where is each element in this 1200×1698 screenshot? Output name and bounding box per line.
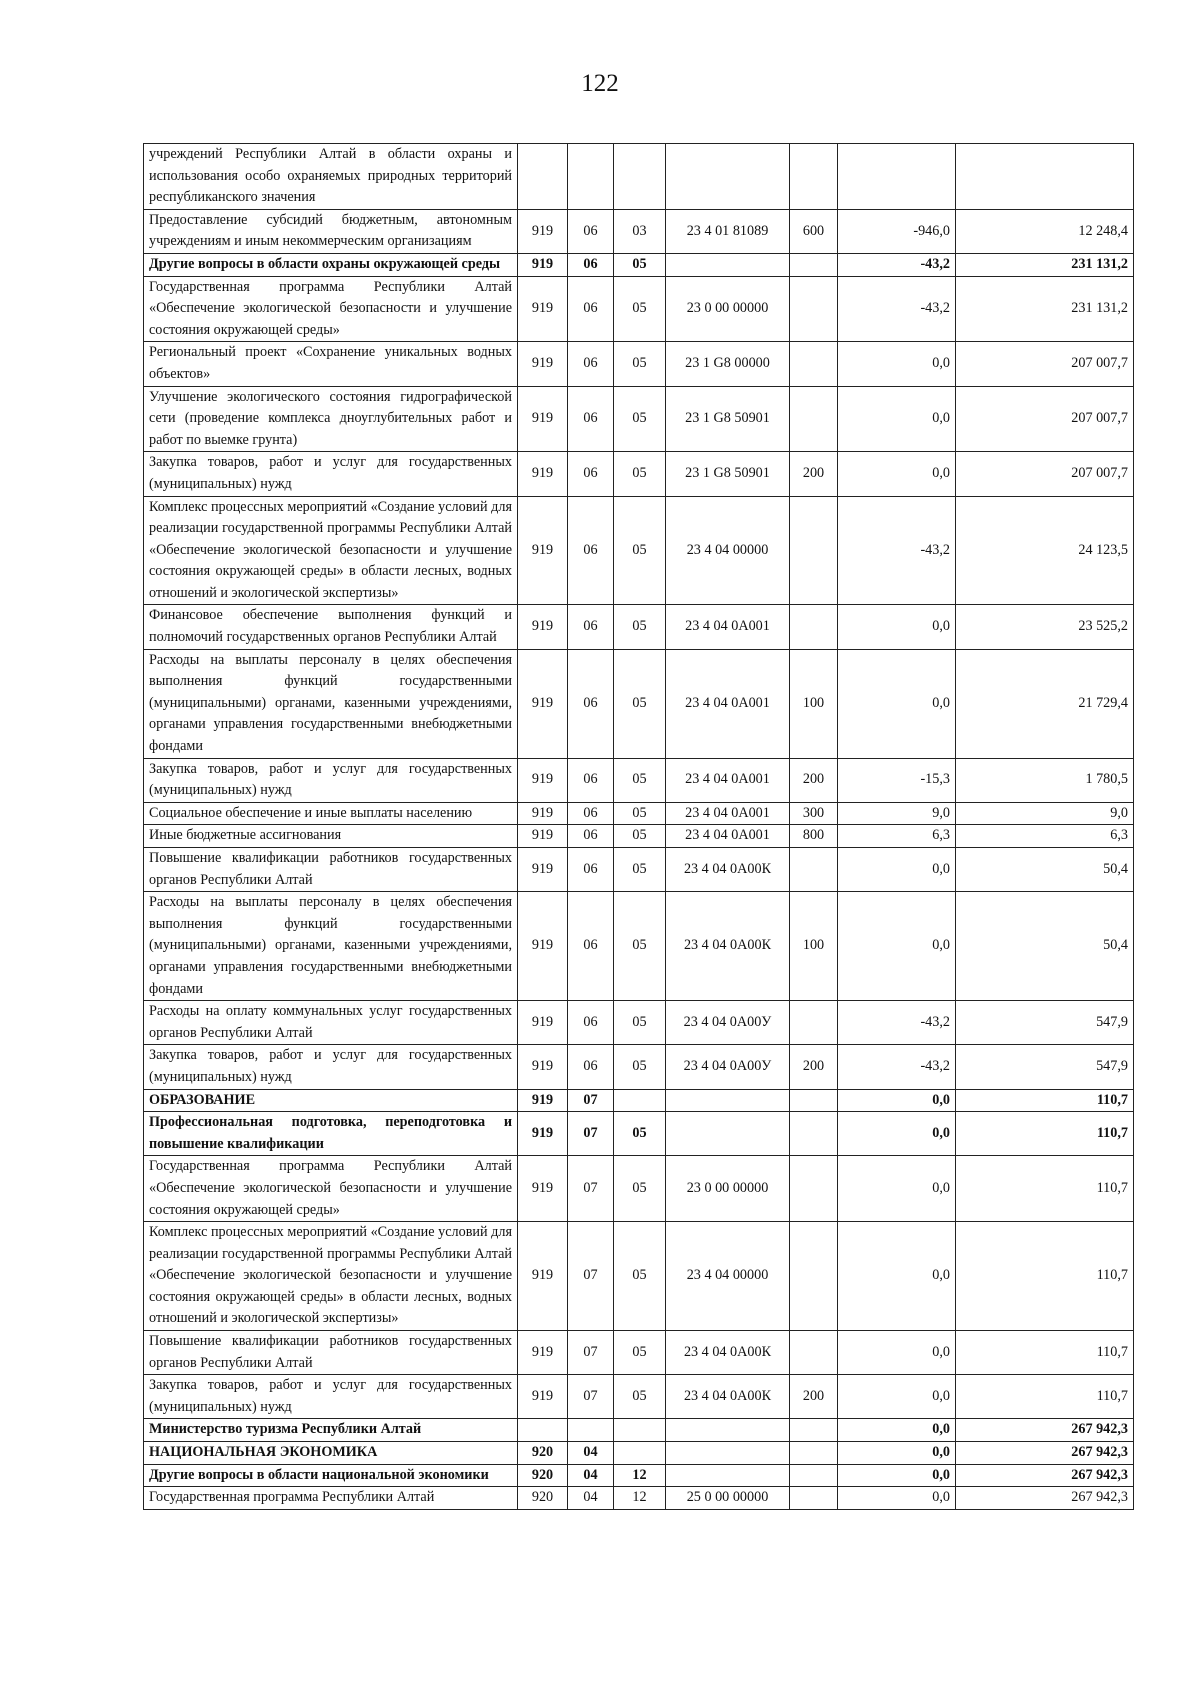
table-row	[144, 1045, 1134, 1089]
expense-type-cell	[790, 1156, 838, 1222]
table-row	[144, 1442, 1134, 1465]
subsection-code-cell: 05	[614, 758, 666, 802]
change-amount-cell: 0,0	[838, 605, 956, 649]
total-amount-cell: 9,0	[956, 802, 1134, 825]
expense-type-cell	[790, 605, 838, 649]
total-amount-cell: 267 942,3	[956, 1419, 1134, 1442]
subsection-code-cell: 05	[614, 386, 666, 452]
row-name-cell: Региональный проект «Сохранение уникальных водных объектов»	[144, 342, 518, 386]
total-amount-cell: 12 248,4	[956, 209, 1134, 253]
ministry-code-cell: 919	[518, 1375, 568, 1419]
subsection-code-cell	[614, 1419, 666, 1442]
change-amount-cell: -43,2	[838, 253, 956, 276]
budget-table	[143, 143, 1134, 1510]
row-name-cell: Комплекс процессных мероприятий «Создание условий для реализации государственной программы Республики Алтай «Обеспечение экологической безопасности и улучшение состояния окружающей среды» в области лесных, водных отношений и экологической экспертизы»	[144, 496, 518, 605]
subsection-code-cell: 05	[614, 605, 666, 649]
table-row	[144, 452, 1134, 496]
expense-type-cell	[790, 144, 838, 210]
row-name-cell: Закупка товаров, работ и услуг для государственных (муниципальных) нужд	[144, 1045, 518, 1089]
table-row	[144, 1156, 1134, 1222]
ministry-code-cell: 919	[518, 605, 568, 649]
change-amount-cell: 0,0	[838, 848, 956, 892]
table-row	[144, 848, 1134, 892]
expense-type-cell	[790, 1001, 838, 1045]
subsection-code-cell	[614, 1442, 666, 1465]
row-name-cell: Предоставление субсидий бюджетным, автономным учреждениям и иным некоммерческим организациям	[144, 209, 518, 253]
subsection-code-cell: 05	[614, 1331, 666, 1375]
section-code-cell: 06	[568, 825, 614, 848]
total-amount-cell: 110,7	[956, 1112, 1134, 1156]
change-amount-cell: 0,0	[838, 1442, 956, 1465]
total-amount-cell: 547,9	[956, 1001, 1134, 1045]
subsection-code-cell: 05	[614, 1045, 666, 1089]
subsection-code-cell: 05	[614, 825, 666, 848]
table-row	[144, 1001, 1134, 1045]
change-amount-cell: -43,2	[838, 276, 956, 342]
ministry-code-cell: 919	[518, 892, 568, 1001]
ministry-code-cell: 919	[518, 825, 568, 848]
subsection-code-cell: 05	[614, 253, 666, 276]
section-code-cell: 06	[568, 1045, 614, 1089]
table-row	[144, 386, 1134, 452]
target-article-cell: 23 1 G8 50901	[666, 386, 790, 452]
ministry-code-cell: 920	[518, 1464, 568, 1487]
section-code-cell: 06	[568, 848, 614, 892]
total-amount-cell: 110,7	[956, 1222, 1134, 1331]
change-amount-cell: 6,3	[838, 825, 956, 848]
subsection-code-cell: 05	[614, 1112, 666, 1156]
total-amount-cell: 50,4	[956, 892, 1134, 1001]
target-article-cell: 25 0 00 00000	[666, 1487, 790, 1510]
table-row	[144, 1487, 1134, 1510]
section-code-cell: 04	[568, 1442, 614, 1465]
section-code-cell: 06	[568, 892, 614, 1001]
row-name-cell: Государственная программа Республики Алтай «Обеспечение экологической безопасности и улучшение состояния окружающей среды»	[144, 276, 518, 342]
change-amount-cell: 0,0	[838, 1331, 956, 1375]
section-code-cell: 06	[568, 276, 614, 342]
target-article-cell	[666, 1112, 790, 1156]
table-row	[144, 758, 1134, 802]
section-code-cell	[568, 1419, 614, 1442]
change-amount-cell: 0,0	[838, 892, 956, 1001]
row-name-cell: Улучшение экологического состояния гидрографической сети (проведение комплекса дноуглубительных работ и работ по выемке грунта)	[144, 386, 518, 452]
row-name-cell: Расходы на выплаты персоналу в целях обеспечения выполнения функций государственными (муниципальными) органами, казенными учреждениями, органами управления государственными внебюджетными фондами	[144, 649, 518, 758]
ministry-code-cell: 920	[518, 1487, 568, 1510]
table-row	[144, 496, 1134, 605]
expense-type-cell: 200	[790, 452, 838, 496]
ministry-code-cell: 919	[518, 1001, 568, 1045]
ministry-code-cell	[518, 1419, 568, 1442]
change-amount-cell: -43,2	[838, 496, 956, 605]
row-name-cell: Министерство туризма Республики Алтай	[144, 1419, 518, 1442]
target-article-cell	[666, 1089, 790, 1112]
change-amount-cell: -43,2	[838, 1001, 956, 1045]
change-amount-cell: 0,0	[838, 386, 956, 452]
subsection-code-cell: 05	[614, 802, 666, 825]
change-amount-cell: 0,0	[838, 649, 956, 758]
subsection-code-cell: 05	[614, 276, 666, 342]
expense-type-cell: 100	[790, 649, 838, 758]
section-code-cell: 07	[568, 1331, 614, 1375]
table-row	[144, 209, 1134, 253]
subsection-code-cell: 05	[614, 848, 666, 892]
table-row	[144, 1375, 1134, 1419]
row-name-cell: Иные бюджетные ассигнования	[144, 825, 518, 848]
ministry-code-cell: 919	[518, 1089, 568, 1112]
change-amount-cell: 0,0	[838, 1487, 956, 1510]
subsection-code-cell: 05	[614, 649, 666, 758]
change-amount-cell: 0,0	[838, 1464, 956, 1487]
section-code-cell: 06	[568, 496, 614, 605]
total-amount-cell: 207 007,7	[956, 342, 1134, 386]
target-article-cell: 23 4 04 0А00К	[666, 1331, 790, 1375]
section-code-cell: 04	[568, 1464, 614, 1487]
target-article-cell: 23 0 00 00000	[666, 1156, 790, 1222]
row-name-cell: Финансовое обеспечение выполнения функций и полномочий государственных органов Республики Алтай	[144, 605, 518, 649]
row-name-cell: Социальное обеспечение и иные выплаты населению	[144, 802, 518, 825]
table-row	[144, 1222, 1134, 1331]
ministry-code-cell: 919	[518, 758, 568, 802]
expense-type-cell	[790, 848, 838, 892]
change-amount-cell: 0,0	[838, 1375, 956, 1419]
table-row	[144, 1089, 1134, 1112]
ministry-code-cell: 919	[518, 276, 568, 342]
expense-type-cell	[790, 1419, 838, 1442]
total-amount-cell: 110,7	[956, 1156, 1134, 1222]
table-row	[144, 892, 1134, 1001]
expense-type-cell: 600	[790, 209, 838, 253]
ministry-code-cell: 919	[518, 1222, 568, 1331]
total-amount-cell: 231 131,2	[956, 276, 1134, 342]
ministry-code-cell: 919	[518, 1045, 568, 1089]
expense-type-cell	[790, 1089, 838, 1112]
ministry-code-cell: 919	[518, 496, 568, 605]
change-amount-cell: 9,0	[838, 802, 956, 825]
change-amount-cell: 0,0	[838, 1112, 956, 1156]
row-name-cell: Другие вопросы в области охраны окружающей среды	[144, 253, 518, 276]
row-name-cell: Расходы на оплату коммунальных услуг государственных органов Республики Алтай	[144, 1001, 518, 1045]
target-article-cell: 23 1 G8 50901	[666, 452, 790, 496]
expense-type-cell	[790, 496, 838, 605]
ministry-code-cell: 919	[518, 209, 568, 253]
row-name-cell: НАЦИОНАЛЬНАЯ ЭКОНОМИКА	[144, 1442, 518, 1465]
section-code-cell: 06	[568, 605, 614, 649]
subsection-code-cell: 05	[614, 892, 666, 1001]
target-article-cell: 23 4 04 0А001	[666, 605, 790, 649]
section-code-cell: 06	[568, 209, 614, 253]
target-article-cell: 23 4 04 0А00К	[666, 892, 790, 1001]
expense-type-cell: 100	[790, 892, 838, 1001]
total-amount-cell: 110,7	[956, 1089, 1134, 1112]
target-article-cell: 23 4 04 00000	[666, 1222, 790, 1331]
target-article-cell: 23 4 04 0А001	[666, 825, 790, 848]
ministry-code-cell: 919	[518, 848, 568, 892]
table-row	[144, 1331, 1134, 1375]
total-amount-cell: 207 007,7	[956, 386, 1134, 452]
row-name-cell: Закупка товаров, работ и услуг для государственных (муниципальных) нужд	[144, 452, 518, 496]
section-code-cell: 06	[568, 649, 614, 758]
target-article-cell	[666, 144, 790, 210]
expense-type-cell: 200	[790, 758, 838, 802]
change-amount-cell: -43,2	[838, 1045, 956, 1089]
total-amount-cell: 231 131,2	[956, 253, 1134, 276]
total-amount-cell	[956, 144, 1134, 210]
subsection-code-cell	[614, 144, 666, 210]
section-code-cell: 06	[568, 452, 614, 496]
change-amount-cell: 0,0	[838, 452, 956, 496]
change-amount-cell: 0,0	[838, 1222, 956, 1331]
section-code-cell: 06	[568, 253, 614, 276]
section-code-cell: 06	[568, 802, 614, 825]
ministry-code-cell: 919	[518, 253, 568, 276]
section-code-cell: 06	[568, 342, 614, 386]
expense-type-cell	[790, 342, 838, 386]
target-article-cell	[666, 253, 790, 276]
subsection-code-cell: 05	[614, 496, 666, 605]
expense-type-cell	[790, 1464, 838, 1487]
expense-type-cell	[790, 276, 838, 342]
ministry-code-cell: 919	[518, 1112, 568, 1156]
change-amount-cell: 0,0	[838, 1156, 956, 1222]
total-amount-cell: 207 007,7	[956, 452, 1134, 496]
table-row	[144, 144, 1134, 210]
ministry-code-cell: 919	[518, 452, 568, 496]
subsection-code-cell: 05	[614, 342, 666, 386]
subsection-code-cell: 12	[614, 1464, 666, 1487]
section-code-cell: 07	[568, 1375, 614, 1419]
change-amount-cell: 0,0	[838, 342, 956, 386]
target-article-cell: 23 4 04 0А001	[666, 802, 790, 825]
subsection-code-cell: 05	[614, 1156, 666, 1222]
subsection-code-cell: 05	[614, 1001, 666, 1045]
subsection-code-cell	[614, 1089, 666, 1112]
total-amount-cell: 50,4	[956, 848, 1134, 892]
section-code-cell: 07	[568, 1089, 614, 1112]
expense-type-cell: 800	[790, 825, 838, 848]
target-article-cell: 23 4 01 81089	[666, 209, 790, 253]
section-code-cell: 07	[568, 1156, 614, 1222]
ministry-code-cell: 920	[518, 1442, 568, 1465]
ministry-code-cell: 919	[518, 1331, 568, 1375]
change-amount-cell: -946,0	[838, 209, 956, 253]
target-article-cell	[666, 1464, 790, 1487]
target-article-cell: 23 4 04 0А001	[666, 758, 790, 802]
row-name-cell: Другие вопросы в области национальной экономики	[144, 1464, 518, 1487]
row-name-cell: ОБРАЗОВАНИЕ	[144, 1089, 518, 1112]
section-code-cell: 04	[568, 1487, 614, 1510]
table-row	[144, 1464, 1134, 1487]
table-row	[144, 649, 1134, 758]
target-article-cell	[666, 1442, 790, 1465]
table-row	[144, 825, 1134, 848]
ministry-code-cell: 919	[518, 386, 568, 452]
target-article-cell: 23 4 04 0А00К	[666, 1375, 790, 1419]
total-amount-cell: 267 942,3	[956, 1487, 1134, 1510]
subsection-code-cell: 05	[614, 1222, 666, 1331]
subsection-code-cell: 03	[614, 209, 666, 253]
ministry-code-cell: 919	[518, 802, 568, 825]
table-row	[144, 605, 1134, 649]
row-name-cell: Профессиональная подготовка, переподготовка и повышение квалификации	[144, 1112, 518, 1156]
table-row	[144, 253, 1134, 276]
row-name-cell: учреждений Республики Алтай в области охраны и использования особо охраняемых природных территорий республиканского значения	[144, 144, 518, 210]
section-code-cell: 06	[568, 386, 614, 452]
expense-type-cell	[790, 1222, 838, 1331]
total-amount-cell: 267 942,3	[956, 1464, 1134, 1487]
expense-type-cell: 300	[790, 802, 838, 825]
target-article-cell: 23 1 G8 00000	[666, 342, 790, 386]
total-amount-cell: 547,9	[956, 1045, 1134, 1089]
table-row	[144, 802, 1134, 825]
total-amount-cell: 267 942,3	[956, 1442, 1134, 1465]
change-amount-cell: -15,3	[838, 758, 956, 802]
row-name-cell: Государственная программа Республики Алтай	[144, 1487, 518, 1510]
expense-type-cell	[790, 386, 838, 452]
section-code-cell: 06	[568, 1001, 614, 1045]
target-article-cell: 23 4 04 0А00К	[666, 848, 790, 892]
row-name-cell: Закупка товаров, работ и услуг для государственных (муниципальных) нужд	[144, 758, 518, 802]
table-row	[144, 1419, 1134, 1442]
expense-type-cell	[790, 1331, 838, 1375]
expense-type-cell	[790, 253, 838, 276]
row-name-cell: Комплекс процессных мероприятий «Создание условий для реализации государственной программы Республики Алтай «Обеспечение экологической безопасности и улучшение состояния окружающей среды» в области лесных, водных отношений и экологической экспертизы»	[144, 1222, 518, 1331]
subsection-code-cell: 05	[614, 452, 666, 496]
table-row	[144, 342, 1134, 386]
table-row	[144, 1112, 1134, 1156]
expense-type-cell	[790, 1112, 838, 1156]
total-amount-cell: 21 729,4	[956, 649, 1134, 758]
target-article-cell: 23 4 04 00000	[666, 496, 790, 605]
row-name-cell: Повышение квалификации работников государственных органов Республики Алтай	[144, 848, 518, 892]
subsection-code-cell: 12	[614, 1487, 666, 1510]
subsection-code-cell: 05	[614, 1375, 666, 1419]
expense-type-cell: 200	[790, 1375, 838, 1419]
row-name-cell: Государственная программа Республики Алтай «Обеспечение экологической безопасности и улучшение состояния окружающей среды»	[144, 1156, 518, 1222]
target-article-cell: 23 4 04 0А00У	[666, 1001, 790, 1045]
section-code-cell: 07	[568, 1222, 614, 1331]
total-amount-cell: 110,7	[956, 1375, 1134, 1419]
ministry-code-cell: 919	[518, 342, 568, 386]
section-code-cell: 06	[568, 758, 614, 802]
change-amount-cell	[838, 144, 956, 210]
ministry-code-cell: 919	[518, 1156, 568, 1222]
row-name-cell: Расходы на выплаты персоналу в целях обеспечения выполнения функций государственными (муниципальными) органами, казенными учреждениями, органами управления государственными внебюджетными фондами	[144, 892, 518, 1001]
expense-type-cell	[790, 1442, 838, 1465]
target-article-cell	[666, 1419, 790, 1442]
change-amount-cell: 0,0	[838, 1089, 956, 1112]
total-amount-cell: 110,7	[956, 1331, 1134, 1375]
total-amount-cell: 6,3	[956, 825, 1134, 848]
expense-type-cell	[790, 1487, 838, 1510]
change-amount-cell: 0,0	[838, 1419, 956, 1442]
ministry-code-cell	[518, 144, 568, 210]
section-code-cell: 07	[568, 1112, 614, 1156]
target-article-cell: 23 4 04 0А001	[666, 649, 790, 758]
total-amount-cell: 23 525,2	[956, 605, 1134, 649]
row-name-cell: Закупка товаров, работ и услуг для государственных (муниципальных) нужд	[144, 1375, 518, 1419]
ministry-code-cell: 919	[518, 649, 568, 758]
total-amount-cell: 24 123,5	[956, 496, 1134, 605]
expense-type-cell: 200	[790, 1045, 838, 1089]
target-article-cell: 23 0 00 00000	[666, 276, 790, 342]
budget-table-body	[144, 144, 1134, 1510]
section-code-cell	[568, 144, 614, 210]
page-number: 122	[581, 70, 619, 97]
row-name-cell: Повышение квалификации работников государственных органов Республики Алтай	[144, 1331, 518, 1375]
target-article-cell: 23 4 04 0А00У	[666, 1045, 790, 1089]
table-row	[144, 276, 1134, 342]
total-amount-cell: 1 780,5	[956, 758, 1134, 802]
